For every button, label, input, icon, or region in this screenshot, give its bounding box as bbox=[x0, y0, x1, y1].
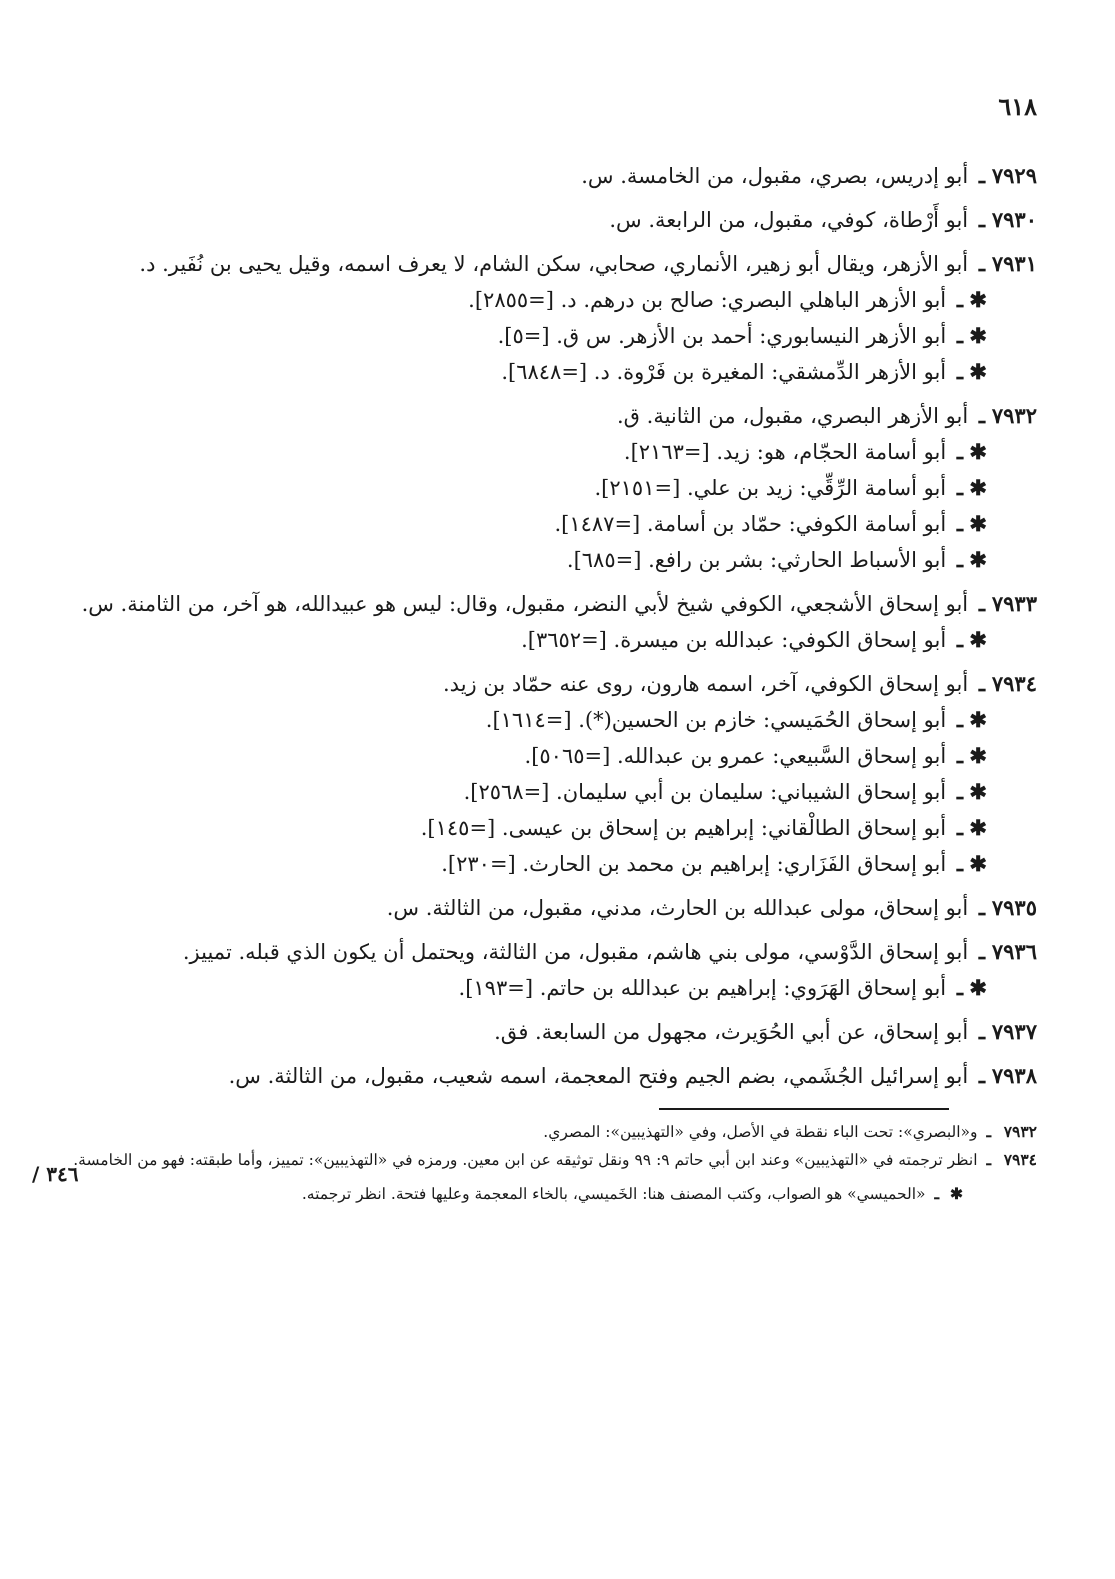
cross-reference-text: أبو إسحاق الفَزَاري: إبراهيم بن محمد بن الحارث. [=٢٣٠]. bbox=[441, 852, 947, 876]
entry-number: ٧٩٣٨ bbox=[991, 1063, 1037, 1088]
asterisk-icon: ✱ bbox=[969, 511, 987, 536]
asterisk-icon: ✱ bbox=[969, 547, 987, 572]
footnote-divider bbox=[659, 1108, 949, 1110]
cross-reference-text: أبو أسامة الرِّقِّي: زيد بن علي. [=٢١٥١]. bbox=[594, 476, 947, 500]
entry-text: أبو إسرائيل الجُشَمي، بضم الجيم وفتح المعجمة، اسمه شعيب، مقبول، من الثالثة. س. bbox=[228, 1064, 969, 1088]
entry-number: ٧٩٣٤ bbox=[991, 671, 1037, 696]
entry-text: أبو إسحاق، عن أبي الحُوَيرث، مجهول من السابعة. فق. bbox=[494, 1020, 969, 1044]
entry-number: ٧٩٣٦ bbox=[991, 939, 1037, 964]
entry-number: ٧٩٣٥ bbox=[991, 895, 1037, 920]
asterisk-icon: ✱ bbox=[969, 707, 987, 732]
cross-reference-text: أبو إسحاق الشيباني: سليمان بن أبي سليمان. [=٢٥٦٨]. bbox=[463, 780, 947, 804]
entry-number: ٧٩٣٢ bbox=[991, 403, 1037, 428]
entry-text: أبو أَرْطاة، كوفي، مقبول، من الرابعة. س. bbox=[609, 208, 969, 232]
entry-text: أبو إسحاق الكوفي، آخر، اسمه هارون، روى عنه حمّاد بن زيد. bbox=[443, 672, 969, 696]
asterisk-icon: ✱ bbox=[950, 1184, 963, 1203]
cross-reference-text: أبو إسحاق الطالْقاني: إبراهيم بن إسحاق بن عيسى. [=١٤٥]. bbox=[420, 816, 947, 840]
asterisk-icon: ✱ bbox=[969, 287, 987, 312]
cross-reference-text: أبو أسامة الكوفي: حمّاد بن أسامة. [=١٤٨٧]. bbox=[554, 512, 947, 536]
page-number: ٦١٨ bbox=[998, 92, 1037, 121]
star-note-text: «الحميسي» هو الصواب، وكتب المصنف هنا: الخَميسي، بالخاء المعجمة وعليها فتحة. انظر ترجمته. bbox=[301, 1185, 926, 1203]
asterisk-icon: ✱ bbox=[969, 779, 987, 804]
cross-reference-text: أبو الأزهر النيسابوري: أحمد بن الأزهر. س ق. [=٥]. bbox=[497, 324, 947, 348]
entry-number: ٧٩٢٩ bbox=[991, 163, 1037, 188]
cross-reference-text: أبو أسامة الحجّام، هو: زيد. [=٢١٦٣]. bbox=[623, 440, 947, 464]
asterisk-icon: ✱ bbox=[969, 815, 987, 840]
cross-reference-text: أبو إسحاق الحُمَيسي: خازم بن الحسين(*). [=١٦١٤]. bbox=[485, 708, 947, 732]
asterisk-icon: ✱ bbox=[969, 439, 987, 464]
asterisk-icon: ✱ bbox=[969, 323, 987, 348]
cross-reference-text: أبو إسحاق الكوفي: عبدالله بن ميسرة. [=٣٦٥٢]. bbox=[521, 628, 947, 652]
entry-text: أبو إسحاق الأشجعي، الكوفي شيخ لأبي النضر، مقبول، وقال: ليس هو عبيدالله، هو آخر، من الثامنة. س. bbox=[81, 592, 969, 616]
entry-number: ٧٩٣٠ bbox=[991, 207, 1037, 232]
footnote-number: ٧٩٣٢ bbox=[1003, 1122, 1037, 1141]
entry-number: ٧٩٣١ bbox=[991, 251, 1037, 276]
entry-number: ٧٩٣٣ bbox=[991, 591, 1037, 616]
footnote-text: انظر ترجمته في «التهذيبين» وعند ابن أبي حاتم ٩: ٩٩ ونقل توثيقه عن ابن معين. ورمزه في «التهذيبين»: تمييز، وأما طبقته: فهو من الخامسة. bbox=[73, 1151, 978, 1169]
asterisk-icon: ✱ bbox=[969, 359, 987, 384]
page-content bbox=[47, 158, 1037, 1208]
footnote-number: ٧٩٣٤ bbox=[1003, 1150, 1037, 1169]
cross-reference-text: أبو إسحاق الهَرَوي: إبراهيم بن عبدالله بن حاتم. [=١٩٣]. bbox=[458, 976, 947, 1000]
asterisk-icon: ✱ bbox=[969, 743, 987, 768]
entry-number: ٧٩٣٧ bbox=[991, 1019, 1037, 1044]
asterisk-icon: ✱ bbox=[969, 627, 987, 652]
footnotes: ٧٩٣٢ـ و«البصري»: تحت الباء نقطة في الأصل، وفي «التهذيبين»: المصري. ٧٩٣٤ـ انظر ترجمته في «التهذيبين» وعند ابن أبي حاتم ٩: ٩٩ ونقل توثيقه عن ابن معين. ورمزه في «التهذيبين»: تمييز، وأما طبقته: فهو من الخامسة. ✱ـ «الحميسي» هو الصواب، وكتب المصنف هنا: الخَميسي، بالخاء المعجمة وعليها فتحة. انظر ترجمته. bbox=[47, 1118, 1037, 1208]
entry-text: أبو إسحاق الدَّوْسي، مولى بني هاشم، مقبول، من الثالثة، ويحتمل أن يكون الذي قبله. تمييز. bbox=[182, 940, 969, 964]
cross-reference-text: أبو الأزهر الدِّمشقي: المغيرة بن فَرْوة. د. [=٦٨٤٨]. bbox=[501, 360, 947, 384]
entry-text: أبو الأزهر البصري، مقبول، من الثانية. ق. bbox=[617, 404, 969, 428]
asterisk-icon: ✱ bbox=[969, 475, 987, 500]
entries-list: ٧٩٢٩ـ أبو إدريس، بصري، مقبول، من الخامسة. س. ٧٩٣٠ـ أبو أَرْطاة، كوفي، مقبول، من الرابعة. س. ٧٩٣١ـ أبو الأزهر، ويقال أبو زهير، الأنماري، صحابي، سكن الشام، لا يعرف اسمه، وقيل يحيى بن نُفَير. د. ✱ـ أبو الأزهر الباهلي البصري: صالح بن درهم. د. [=٢٨٥٥]. ✱ـ أبو الأزهر النيسابوري: أحمد بن الأزهر. س ق. [=٥]. ✱ـ أبو الأزهر الدِّمشقي: المغيرة بن فَرْوة. د. [=٦٨٤٨]. ٧٩٣٢ـ أبو الأزهر البصري، مقبول، من الثانية. ق. ✱ـ أبو أسامة الحجّام، هو: زيد. [=٢١٦٣]. ✱ـ أبو أسامة الرِّقِّي: زيد بن علي. [=٢١٥١]. ✱ـ أبو أسامة الكوفي: حمّاد بن أسامة. [=١٤٨٧]. ✱ـ أبو الأسباط الحارثي: بشر بن رافع. [=٦٨٥]. ٧٩٣٣ـ أبو إسحاق الأشجعي، الكوفي شيخ لأبي النضر، مقبول، وقال: ليس هو عبيدالله، هو آخر، من الثامنة. س. ✱ـ أبو إسحاق الكوفي: عبدالله بن ميسرة. [=٣٦٥٢]. ٧٩٣٤ـ أبو إسحاق الكوفي، آخر، اسمه هارون، روى عنه حمّاد بن زيد. ✱ـ أبو إسحاق الحُمَيسي: خازم بن الحسين(*). [=١٦١٤]. ✱ـ أبو إسحاق السَّبيعي: عمرو بن عبدالله. [=٥٠٦٥]. ✱ـ أبو إسحاق الشيباني: سليمان بن أبي سليمان. [=٢٥٦٨]. ✱ـ أبو إسحاق الطالْقاني: إبراهيم بن إسحاق بن عيسى. [=١٤٥]. ✱ـ أبو إسحاق الفَزَاري: إبراهيم بن محمد بن الحارث. [=٢٣٠]. ٧٩٣٥ـ أبو إسحاق، مولى عبدالله بن الحارث، مدني، مقبول، من الثالثة. س. ٧٩٣٦ـ أبو إسحاق الدَّوْسي، مولى بني هاشم، مقبول، من الثالثة، ويحتمل أن يكون الذي قبله. تمييز. ✱ـ أبو إسحاق الهَرَوي: إبراهيم بن عبدالله بن حاتم. [=١٩٣]. ٧٩٣٧ـ أبو إسحاق، عن أبي الحُوَيرث، مجهول من السابعة. فق. ٧٩٣٨ـ أبو إسرائيل الجُشَمي، بضم الجيم وفتح المعجمة، اسمه شعيب، مقبول، من الثالثة. س. bbox=[47, 158, 1037, 1094]
margin-reference: ٣٤٦ / bbox=[32, 1162, 79, 1186]
asterisk-icon: ✱ bbox=[969, 851, 987, 876]
cross-reference-text: أبو الأسباط الحارثي: بشر بن رافع. [=٦٨٥]. bbox=[566, 548, 947, 572]
cross-reference-text: أبو إسحاق السَّبيعي: عمرو بن عبدالله. [=٥٠٦٥]. bbox=[524, 744, 947, 768]
asterisk-icon: ✱ bbox=[969, 975, 987, 1000]
footnote-text: و«البصري»: تحت الباء نقطة في الأصل، وفي «التهذيبين»: المصري. bbox=[543, 1123, 978, 1141]
entry-text: أبو إدريس، بصري، مقبول، من الخامسة. س. bbox=[581, 164, 969, 188]
cross-reference-text: أبو الأزهر الباهلي البصري: صالح بن درهم. د. [=٢٨٥٥]. bbox=[468, 288, 947, 312]
entry-text: أبو إسحاق، مولى عبدالله بن الحارث، مدني، مقبول، من الثالثة. س. bbox=[386, 896, 969, 920]
entry-text: أبو الأزهر، ويقال أبو زهير، الأنماري، صحابي، سكن الشام، لا يعرف اسمه، وقيل يحيى بن نُفَير. د. bbox=[139, 252, 969, 276]
